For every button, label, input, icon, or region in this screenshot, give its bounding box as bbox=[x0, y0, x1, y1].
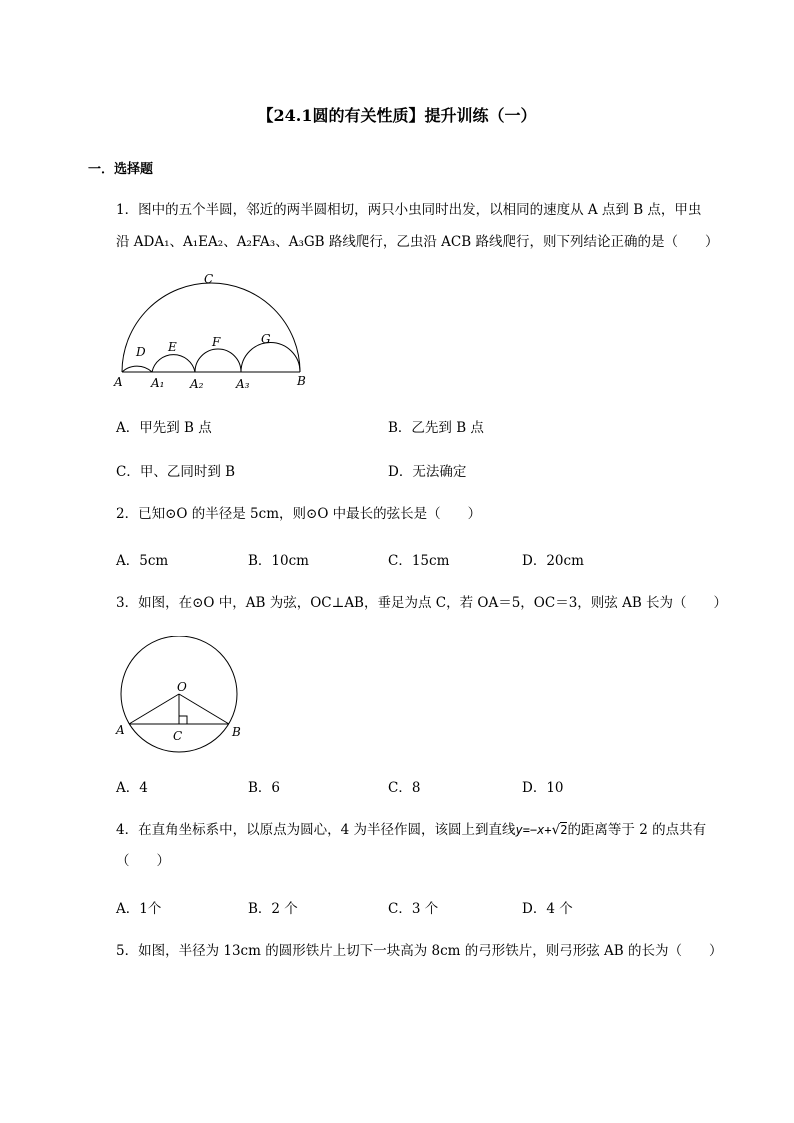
q3-option-d: D．10 bbox=[522, 780, 564, 796]
q3-option-c: C．8 bbox=[388, 780, 421, 796]
q1-option-c: C．甲、乙同时到 B bbox=[116, 464, 236, 480]
q4-sqrt-radicand: 2 bbox=[560, 823, 568, 837]
semicircle-e bbox=[152, 355, 195, 372]
label-b: B bbox=[297, 374, 306, 388]
q2-option-b: B．10cm bbox=[248, 553, 309, 569]
semicircle-f bbox=[195, 349, 241, 372]
label-g: G bbox=[261, 332, 271, 346]
q4-option-d: D．4 个 bbox=[522, 901, 573, 917]
question-2-text: 2．已知⊙O 的半径是 5cm，则⊙O 中最长的弦长是（ ） bbox=[116, 506, 482, 522]
large-semicircle-acb bbox=[122, 283, 300, 372]
label-a: A bbox=[116, 723, 125, 737]
label-o: O bbox=[177, 680, 187, 694]
question-1-line-2: 沿 ADA₁、A₁EA₂、A₂FA₃、A₃GB 路线爬行，乙虫沿 ACB 路线爬行，则下列结论正确的是（ ） bbox=[116, 234, 719, 250]
right-angle-mark bbox=[179, 716, 187, 724]
question-1-line-1: 1．图中的五个半圆，邻近的两半圆相切，两只小虫同时出发，以相同的速度从 A 点到 B 点，甲虫 bbox=[116, 202, 702, 218]
label-f: F bbox=[212, 335, 221, 349]
q4-option-a: A．1个 bbox=[116, 901, 162, 917]
label-e: E bbox=[168, 340, 177, 354]
q1-option-d: D．无法确定 bbox=[388, 464, 467, 480]
label-a2: A₂ bbox=[190, 377, 204, 391]
question-1-figure bbox=[108, 268, 318, 396]
q4-option-b: B．2 个 bbox=[248, 901, 298, 917]
question-4-line-2: （ ） bbox=[116, 853, 170, 869]
label-a3: A₃ bbox=[236, 377, 250, 391]
sqrt-symbol: √ bbox=[551, 822, 561, 838]
label-d: D bbox=[136, 345, 146, 359]
question-4-line-1 bbox=[116, 820, 706, 840]
label-b: B bbox=[232, 725, 241, 739]
q3-option-b: B．6 bbox=[248, 780, 281, 796]
page-title: 【24.1圆的有关性质】提升训练（一） bbox=[257, 106, 537, 125]
q2-option-c: C．15cm bbox=[388, 553, 450, 569]
section-heading: 一．选择题 bbox=[88, 162, 154, 177]
q4-text-part-2: 的距离等于 2 的点共有 bbox=[567, 822, 707, 838]
q4-line-equation: y=−x+ bbox=[515, 823, 552, 837]
q2-option-a: A．5cm bbox=[116, 553, 169, 569]
label-a1: A₁ bbox=[151, 376, 165, 390]
q3-option-a: A．4 bbox=[116, 780, 148, 796]
q1-option-b: B．乙先到 B 点 bbox=[388, 420, 484, 436]
label-a: A bbox=[114, 375, 123, 389]
q4-option-c: C．3 个 bbox=[388, 901, 439, 917]
question-3-figure bbox=[108, 636, 248, 756]
q2-option-d: D．20cm bbox=[522, 553, 584, 569]
question-3-text: 3．如图，在⊙O 中，AB 为弦，OC⊥AB，垂足为点 C，若 OA＝5，OC＝3，则弦 AB 长为（ ） bbox=[116, 595, 728, 611]
label-c: C bbox=[173, 729, 183, 743]
label-c: C bbox=[204, 272, 214, 286]
semicircle-d bbox=[122, 366, 152, 372]
q1-option-a: A．甲先到 B 点 bbox=[116, 420, 212, 436]
semicircle-g bbox=[241, 343, 300, 373]
q4-text-part-1: 4．在直角坐标系中，以原点为圆心，4 为半径作圆，该圆上到直线 bbox=[116, 822, 516, 838]
segment-oa bbox=[129, 694, 179, 724]
question-5-text: 5．如图，半径为 13cm 的圆形铁片上切下一块高为 8cm 的弓形铁片，则弓形弦 AB 的长为（ ） bbox=[116, 943, 723, 959]
